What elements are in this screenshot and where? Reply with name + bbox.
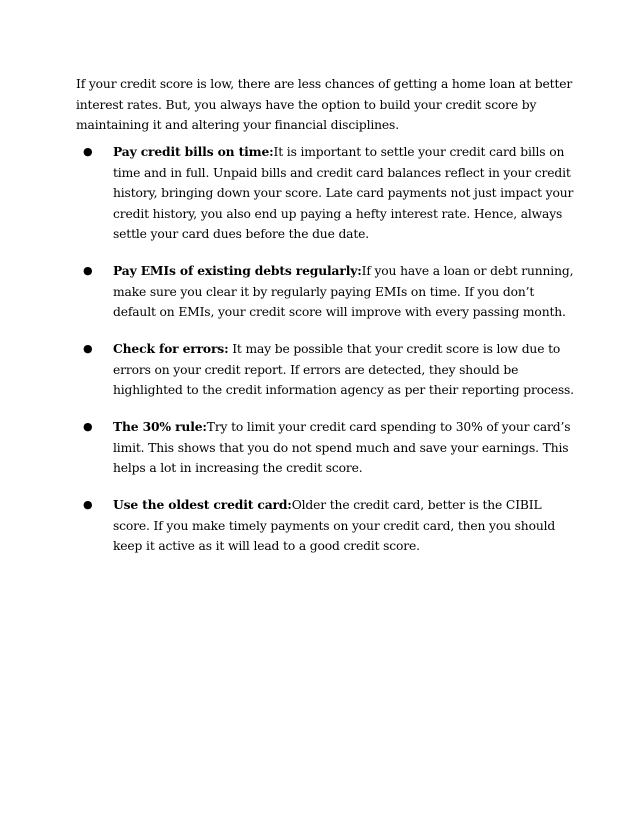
tip-body: If you have a loan or debt running, make sure you clear it by regularly paying EMIs on time. If you don’t default on EMIs, your credit score will improve with every passing month. [113, 264, 574, 319]
tip-body: Try to limit your credit card spending to 30% of your card’s limit. This shows that you do not spend much and save your earnings. This helps a lot in increasing the credit score. [113, 420, 571, 475]
bullet-icon: ● [83, 145, 93, 158]
intro-paragraph: If your credit score is low, there are less chances of getting a home loan at better interest rates. But, you always have the option to build your credit score by maintaining it and altering your financial disciplines. [76, 77, 573, 132]
tip-item-30-percent-rule [76, 417, 576, 479]
bullet-icon: ● [83, 420, 93, 433]
bullet-icon: ● [83, 498, 93, 511]
tips-list [76, 142, 576, 573]
tip-title: Check for errors: [113, 341, 229, 356]
tip-body: It is important to settle your credit card bills on time and in full. Unpaid bills and credit card balances reflect in your credit history, bringing down your score. Late card payments not just impact your credit history, you also end up paying a hefty interest rate. Hence, always settle your card dues before the due date. [113, 145, 574, 241]
bullet-icon: ● [83, 264, 93, 277]
tip-item-pay-credit-bills [76, 142, 576, 245]
tip-title: Use the oldest credit card: [113, 497, 292, 512]
tip-title: Pay EMIs of existing debts regularly: [113, 263, 362, 278]
tip-body: Older the credit card, better is the CIBIL score. If you make timely payments on your credit card, then you should keep it active as it will lead to a good credit score. [113, 498, 556, 553]
tip-item-check-errors [76, 339, 576, 401]
tip-title: The 30% rule: [113, 419, 207, 434]
tip-item-oldest-credit-card [76, 495, 576, 557]
tip-title: Pay credit bills on time: [113, 144, 274, 159]
tip-item-pay-emis [76, 261, 576, 323]
bullet-icon: ● [83, 342, 93, 355]
tip-body: It may be possible that your credit score is low due to errors on your credit report. If errors are detected, they should be highlighted to the credit information agency as per their reporting process. [113, 342, 574, 397]
